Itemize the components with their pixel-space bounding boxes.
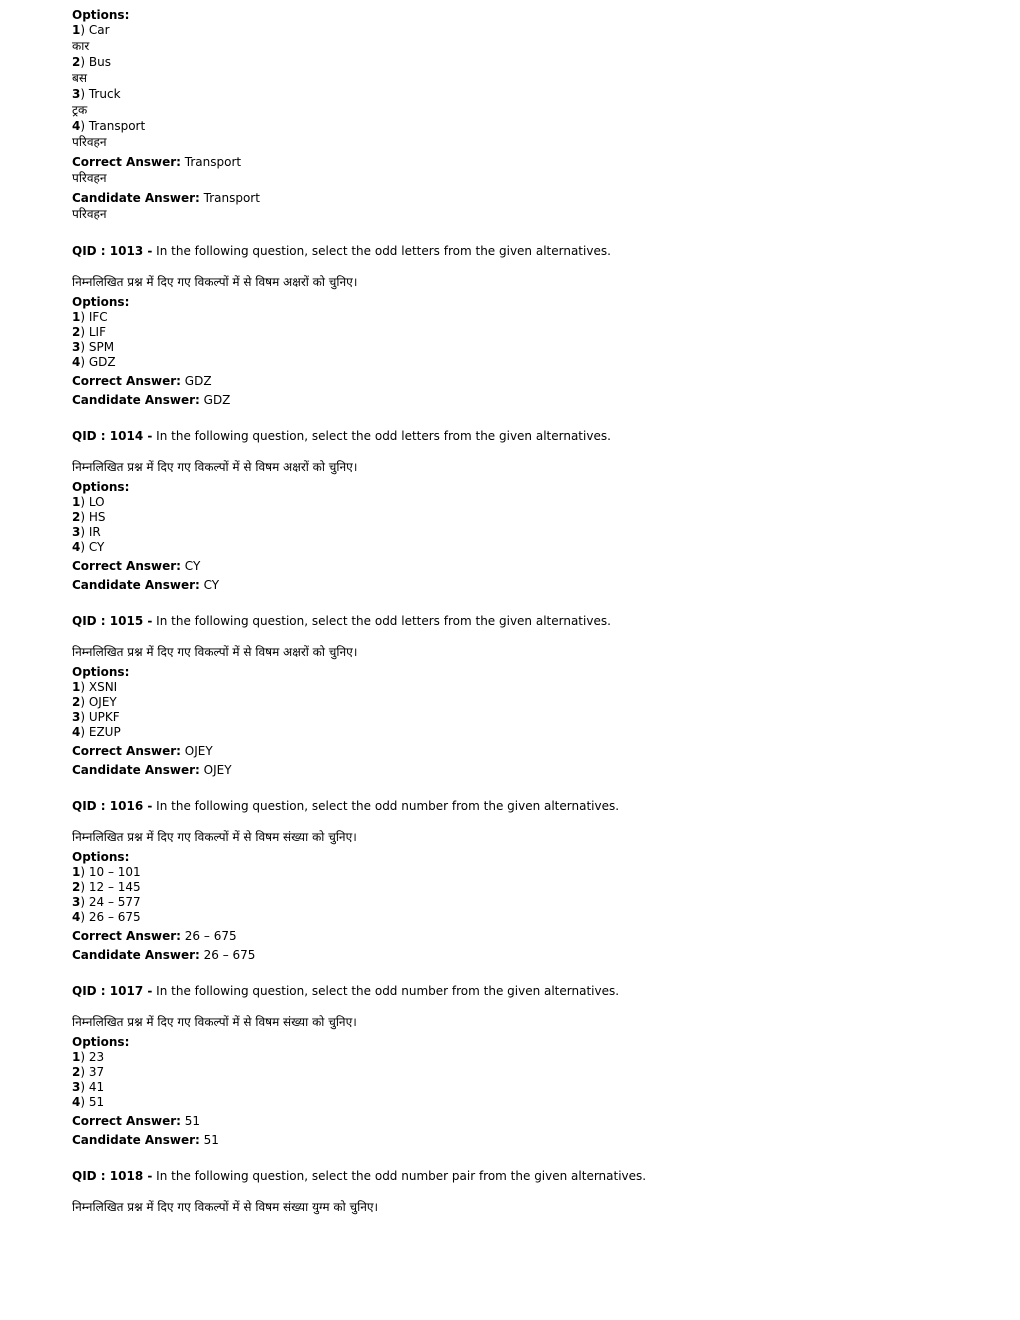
candidate-answer: [72, 763, 972, 778]
question-block-1014: [72, 429, 972, 593]
option-number: 1: [72, 310, 81, 324]
option-value: 10 – 101: [88, 865, 141, 879]
option-value: Car: [88, 23, 110, 37]
option-4: 4) GDZ: [72, 355, 116, 369]
option-3-hindi: ट्रक: [72, 103, 88, 117]
qid-label: QID : 1016 -: [72, 799, 153, 813]
question-block-1013: [72, 244, 972, 408]
question-text-en: In the following question, select the odd number from the given alternatives.: [156, 799, 620, 813]
correct-answer: [72, 1114, 972, 1129]
option-number: 4: [72, 725, 81, 739]
options-label: Options:: [72, 850, 130, 864]
question-text-hi: निम्नलिखित प्रश्न में दिए गए विकल्पों में से विषम संख्या युग्म को चुनिए।: [72, 1200, 379, 1214]
correct-answer-value: Transport: [184, 155, 242, 169]
qid-label: QID : 1017 -: [72, 984, 153, 998]
option-1: 1) 23: [72, 1050, 105, 1064]
question-text-hi: निम्नलिखित प्रश्न में दिए गए विकल्पों में से विषम अक्षरों को चुनिए।: [72, 275, 358, 289]
question-1012-continuation: [72, 8, 972, 223]
question-text-en: In the following question, select the odd letters from the given alternatives.: [156, 614, 611, 628]
option-4: 4) EZUP: [72, 725, 121, 739]
option-number: 4: [72, 540, 81, 554]
qid-label: QID : 1015 -: [72, 614, 153, 628]
option-3: 3) IR: [72, 525, 101, 539]
option-2: 2) LIF: [72, 325, 106, 339]
correct-answer-label: Correct Answer:: [72, 559, 181, 573]
option-4: 4) 26 – 675: [72, 910, 141, 924]
candidate-answer-label: Candidate Answer:: [72, 948, 200, 962]
candidate-answer-hindi: परिवहन: [72, 207, 107, 221]
option-2: 2) Bus: [72, 55, 111, 69]
option-value: 24 – 577: [88, 895, 141, 909]
question-text-hi: निम्नलिखित प्रश्न में दिए गए विकल्पों में से विषम संख्या को चुनिए।: [72, 1015, 357, 1029]
candidate-answer-value: CY: [203, 578, 220, 592]
correct-answer: [72, 929, 972, 944]
option-value: EZUP: [88, 725, 121, 739]
question-block-1015: [72, 614, 972, 778]
option-number: 2: [72, 55, 81, 69]
question-header: [72, 429, 972, 444]
option-4: 4) CY: [72, 540, 105, 554]
option-2: 2) OJEY: [72, 695, 117, 709]
correct-answer-label: Correct Answer:: [72, 1114, 181, 1128]
option-number: 3: [72, 710, 81, 724]
candidate-answer: [72, 191, 972, 206]
qid-label: QID : 1013 -: [72, 244, 153, 258]
option-value: UPKF: [88, 710, 120, 724]
option-number: 4: [72, 910, 81, 924]
option-value: 26 – 675: [88, 910, 141, 924]
correct-answer-label: Correct Answer:: [72, 929, 181, 943]
question-header: [72, 984, 972, 999]
question-header: [72, 1169, 972, 1184]
qid-label: QID : 1018 -: [72, 1169, 153, 1183]
candidate-answer-value: OJEY: [203, 763, 232, 777]
options-label: Options:: [72, 1035, 130, 1049]
correct-answer: [72, 744, 972, 759]
option-value: LIF: [88, 325, 106, 339]
question-header: [72, 244, 972, 259]
option-value: SPM: [88, 340, 115, 354]
candidate-answer-label: Candidate Answer:: [72, 578, 200, 592]
candidate-answer-value: 51: [203, 1133, 219, 1147]
candidate-answer-value: Transport: [203, 191, 260, 205]
option-value: XSNI: [88, 680, 118, 694]
question-block-1018: [72, 1169, 972, 1216]
option-1: 1) 10 – 101: [72, 865, 141, 879]
option-1: 1) IFC: [72, 310, 108, 324]
question-header: [72, 614, 972, 629]
option-value: IFC: [88, 310, 108, 324]
correct-answer: [72, 374, 972, 389]
option-4: 4) 51: [72, 1095, 105, 1109]
option-number: 1: [72, 680, 81, 694]
candidate-answer-label: Candidate Answer:: [72, 1133, 200, 1147]
option-1: 1) LO: [72, 495, 105, 509]
option-number: 1: [72, 1050, 81, 1064]
option-value: OJEY: [88, 695, 117, 709]
question-text-en: In the following question, select the odd number pair from the given alternatives.: [156, 1169, 647, 1183]
option-value: HS: [88, 510, 106, 524]
option-number: 1: [72, 495, 81, 509]
option-value: Transport: [88, 119, 146, 133]
correct-answer-label: Correct Answer:: [72, 374, 181, 388]
question-text-hi: निम्नलिखित प्रश्न में दिए गए विकल्पों में से विषम संख्या को चुनिए।: [72, 830, 357, 844]
question-text-hi: निम्नलिखित प्रश्न में दिए गए विकल्पों में से विषम अक्षरों को चुनिए।: [72, 460, 358, 474]
question-text-en: In the following question, select the odd number from the given alternatives.: [156, 984, 620, 998]
option-value: 51: [88, 1095, 105, 1109]
options-label: Options:: [72, 8, 130, 22]
option-number: 4: [72, 1095, 81, 1109]
candidate-answer-label: Candidate Answer:: [72, 191, 200, 205]
option-2: 2) 37: [72, 1065, 105, 1079]
option-value: 41: [88, 1080, 105, 1094]
option-number: 2: [72, 1065, 81, 1079]
correct-answer-value: 26 – 675: [184, 929, 237, 943]
option-value: 12 – 145: [88, 880, 141, 894]
question-header: [72, 799, 972, 814]
option-3: 3) 24 – 577: [72, 895, 141, 909]
option-number: 2: [72, 880, 81, 894]
option-2-hindi: बस: [72, 71, 87, 85]
option-number: 1: [72, 865, 81, 879]
candidate-answer-label: Candidate Answer:: [72, 763, 200, 777]
option-value: Truck: [88, 87, 121, 101]
option-value: 37: [88, 1065, 105, 1079]
option-value: Bus: [88, 55, 111, 69]
candidate-answer: [72, 393, 972, 408]
option-2: 2) HS: [72, 510, 106, 524]
correct-answer-hindi: परिवहन: [72, 171, 107, 185]
candidate-answer: [72, 948, 972, 963]
option-4-hindi: परिवहन: [72, 135, 107, 149]
candidate-answer-value: GDZ: [203, 393, 231, 407]
correct-answer-value: CY: [184, 559, 201, 573]
option-number: 3: [72, 87, 81, 101]
option-number: 3: [72, 1080, 81, 1094]
option-number: 1: [72, 23, 81, 37]
option-number: 3: [72, 525, 81, 539]
candidate-answer-value: 26 – 675: [203, 948, 256, 962]
correct-answer: [72, 559, 972, 574]
document-page: [72, 8, 972, 1216]
option-number: 3: [72, 340, 81, 354]
correct-answer-label: Correct Answer:: [72, 155, 181, 169]
question-text-en: In the following question, select the odd letters from the given alternatives.: [156, 244, 611, 258]
option-value: GDZ: [88, 355, 116, 369]
option-number: 2: [72, 695, 81, 709]
option-number: 2: [72, 325, 81, 339]
option-value: LO: [88, 495, 105, 509]
option-number: 4: [72, 355, 81, 369]
correct-answer-value: OJEY: [184, 744, 213, 758]
option-value: CY: [88, 540, 105, 554]
question-text-hi: निम्नलिखित प्रश्न में दिए गए विकल्पों में से विषम अक्षरों को चुनिए।: [72, 645, 358, 659]
option-value: 23: [88, 1050, 105, 1064]
correct-answer: [72, 155, 972, 170]
option-1-hindi: कार: [72, 39, 90, 53]
question-block-1017: [72, 984, 972, 1148]
candidate-answer: [72, 578, 972, 593]
question-text-en: In the following question, select the odd letters from the given alternatives.: [156, 429, 611, 443]
qid-label: QID : 1014 -: [72, 429, 153, 443]
correct-answer-value: 51: [184, 1114, 201, 1128]
candidate-answer-label: Candidate Answer:: [72, 393, 200, 407]
option-3: 3) UPKF: [72, 710, 120, 724]
candidate-answer: [72, 1133, 972, 1148]
option-number: 4: [72, 119, 81, 133]
option-1: 1) XSNI: [72, 680, 118, 694]
option-4: 4) Transport: [72, 119, 146, 133]
question-block-1016: [72, 799, 972, 963]
option-number: 2: [72, 510, 81, 524]
options-label: Options:: [72, 665, 130, 679]
option-value: IR: [88, 525, 101, 539]
options-label: Options:: [72, 480, 130, 494]
option-3: 3) SPM: [72, 340, 115, 354]
option-3: 3) 41: [72, 1080, 105, 1094]
option-2: 2) 12 – 145: [72, 880, 141, 894]
correct-answer-label: Correct Answer:: [72, 744, 181, 758]
option-number: 3: [72, 895, 81, 909]
correct-answer-value: GDZ: [184, 374, 212, 388]
options-label: Options:: [72, 295, 130, 309]
option-3: 3) Truck: [72, 87, 121, 101]
option-1: 1) Car: [72, 23, 110, 37]
